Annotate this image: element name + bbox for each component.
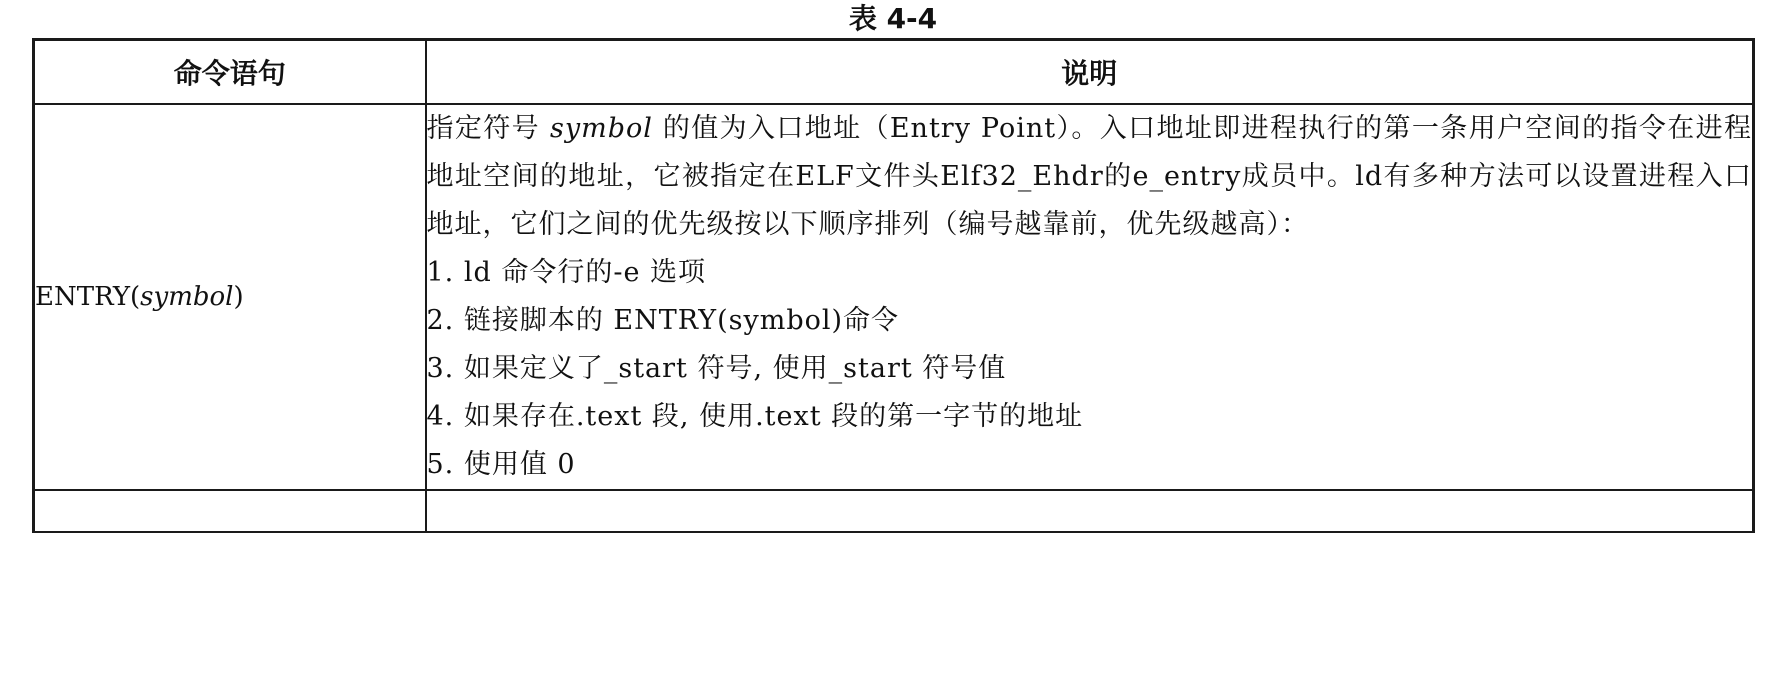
list-item: 4. 如果存在.text 段, 使用.text 段的第一字节的地址: [426, 401, 1084, 432]
table-caption: 表 4-4: [848, 2, 938, 35]
header-description: 说明: [426, 40, 1754, 105]
description-cell: [426, 104, 1754, 490]
next-description-cell: [426, 490, 1754, 532]
description-paragraph: [427, 105, 1753, 249]
next-command-cell: [34, 490, 426, 532]
list-item: 2. 链接脚本的 ENTRY(symbol)命令: [426, 305, 900, 336]
header-command: 命令语句: [34, 40, 426, 105]
command-cell: [34, 104, 426, 490]
list-item: 1. ld 命令行的-e 选项: [426, 257, 707, 288]
desc-symbol: symbol: [549, 113, 653, 144]
table-row: [34, 104, 1754, 490]
table-row-next: [34, 490, 1754, 532]
desc-part1: 指定符号: [426, 113, 541, 144]
command-prefix: ENTRY(: [35, 282, 141, 312]
list-item: 3. 如果定义了_start 符号, 使用_start 符号值: [426, 353, 1007, 384]
command-arg: symbol: [140, 282, 234, 312]
desc-part2: 的值为入口地址（Entry Point）。入口地址即进程执行的第一条用户空间的指令在进程地址空间的地址，它被指定在ELF文件头Elf32_Ehdr的e_entry成员中。ld有多种方法可以设置进程入口地址，它们之间的优先级按以下顺序排列（编号越靠前，优先级越高）：: [426, 113, 1752, 240]
table-header-row: [34, 40, 1754, 105]
command-table: [32, 38, 1755, 533]
list-item: 5. 使用值 0: [426, 449, 576, 480]
command-suffix: ): [233, 282, 244, 312]
